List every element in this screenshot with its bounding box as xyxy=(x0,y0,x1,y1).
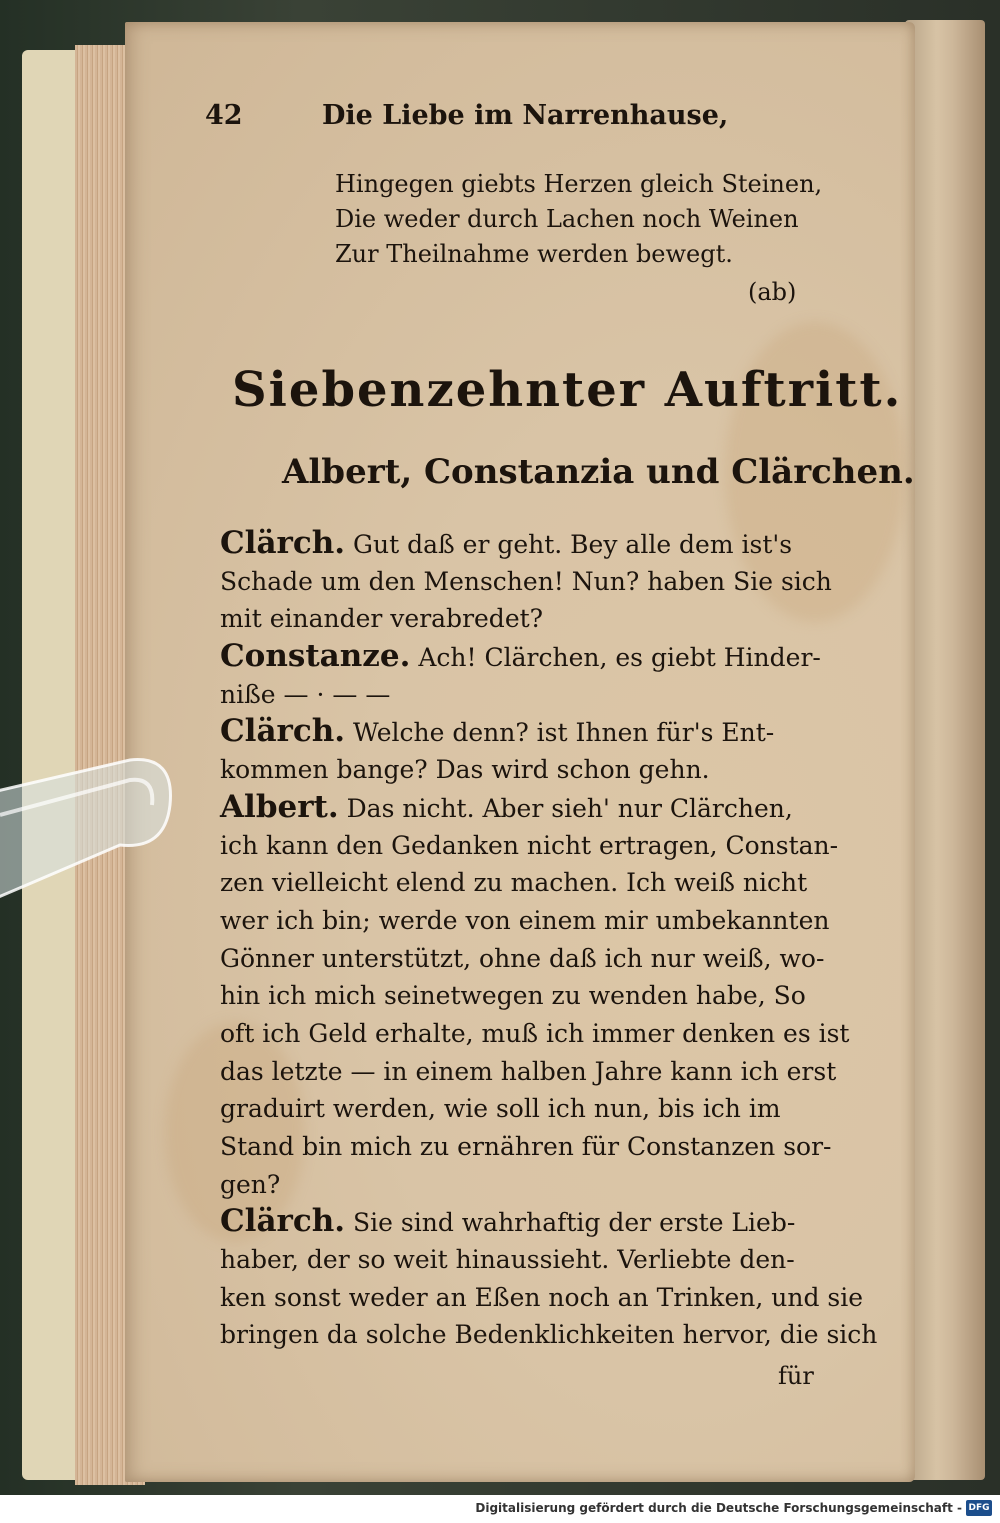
dialogue-line: Albert. Das nicht. Aber sieh' nur Clärchen, xyxy=(220,788,793,825)
scene-heading: Siebenzehnter Auftritt. xyxy=(232,362,903,418)
book-right-edge xyxy=(905,20,985,1480)
verse-line: Zur Theilnahme werden bewegt. xyxy=(335,240,733,268)
speaker-name: Albert. xyxy=(220,788,339,825)
dialogue-line: Stand bin mich zu ernähren für Constanzen sor- xyxy=(220,1132,832,1161)
dialogue-line: gen? xyxy=(220,1169,281,1199)
speaker-name: Clärch. xyxy=(220,713,346,750)
dialogue-line: haber, der so weit hinaussieht. Verliebte den- xyxy=(220,1245,795,1275)
footer-bar xyxy=(0,1495,1000,1523)
dialogue-line: ich kann den Gedanken nicht ertragen, Constan- xyxy=(220,830,839,860)
character-list: Albert, Constanzia und Clärchen. xyxy=(282,452,915,492)
dialogue-line: kommen bange? Das wird schon gehn. xyxy=(220,755,710,785)
dialogue-line: Constanze. Ach! Clärchen, es giebt Hinder- xyxy=(220,638,821,675)
dialogue-line: Clärch. Sie sind wahrhaftig der erste Lieb- xyxy=(220,1203,796,1240)
dialogue-line: Clärch. Welche denn? ist Ihnen für's Ent- xyxy=(220,713,775,750)
dialogue-line: niße — · — — xyxy=(220,679,391,709)
speaker-name: Clärch. xyxy=(220,525,346,561)
dialogue-line: ken sonst weder an Eßen noch an Trinken, und sie xyxy=(220,1282,864,1312)
dialogue-body xyxy=(220,525,877,1354)
page-number: 42 xyxy=(205,100,243,131)
dfg-logo: DFG xyxy=(966,1500,992,1516)
catchword: für xyxy=(778,1362,814,1390)
dialogue-line: das letzte — in einem halben Jahre kann ich erst xyxy=(220,1056,837,1086)
funding-credit: Digitalisierung gefördert durch die Deutsche Forschungsgemeinschaft - xyxy=(475,1501,962,1515)
dialogue-line: Schade um den Menschen! Nun? haben Sie sich xyxy=(220,566,832,596)
dialogue-line: bringen da solche Bedenklichkeiten hervor, die sich xyxy=(220,1320,878,1350)
running-title: Die Liebe im Narrenhause, xyxy=(322,100,729,131)
dialogue-line: oft ich Geld erhalte, muß ich immer denken es ist xyxy=(220,1018,850,1048)
dialogue-line: Clärch. Gut daß er geht. Bey alle dem ist's xyxy=(220,525,793,561)
dialogue-line: graduirt werden, wie soll ich nun, bis ich im xyxy=(220,1094,781,1124)
dialogue-line: mit einander verabredet? xyxy=(220,604,544,634)
speaker-name: Clärch. xyxy=(220,1203,346,1240)
dialogue-line: Gönner unterstützt, ohne daß ich nur weiß, wo- xyxy=(220,943,825,973)
stage-direction: (ab) xyxy=(748,278,797,306)
dialogue-line: zen vielleicht elend zu machen. Ich weiß nicht xyxy=(220,868,808,898)
speaker-name: Constanze. xyxy=(220,638,411,675)
verse-line: Die weder durch Lachen noch Weinen xyxy=(335,205,799,233)
page-clip-holder xyxy=(0,755,190,905)
dialogue-line: hin ich mich seinetwegen zu wenden habe, So xyxy=(220,981,806,1011)
verse-line: Hingegen giebts Herzen gleich Steinen, xyxy=(335,170,823,198)
dialogue-line: wer ich bin; werde von einem mir umbekannten xyxy=(220,905,830,935)
